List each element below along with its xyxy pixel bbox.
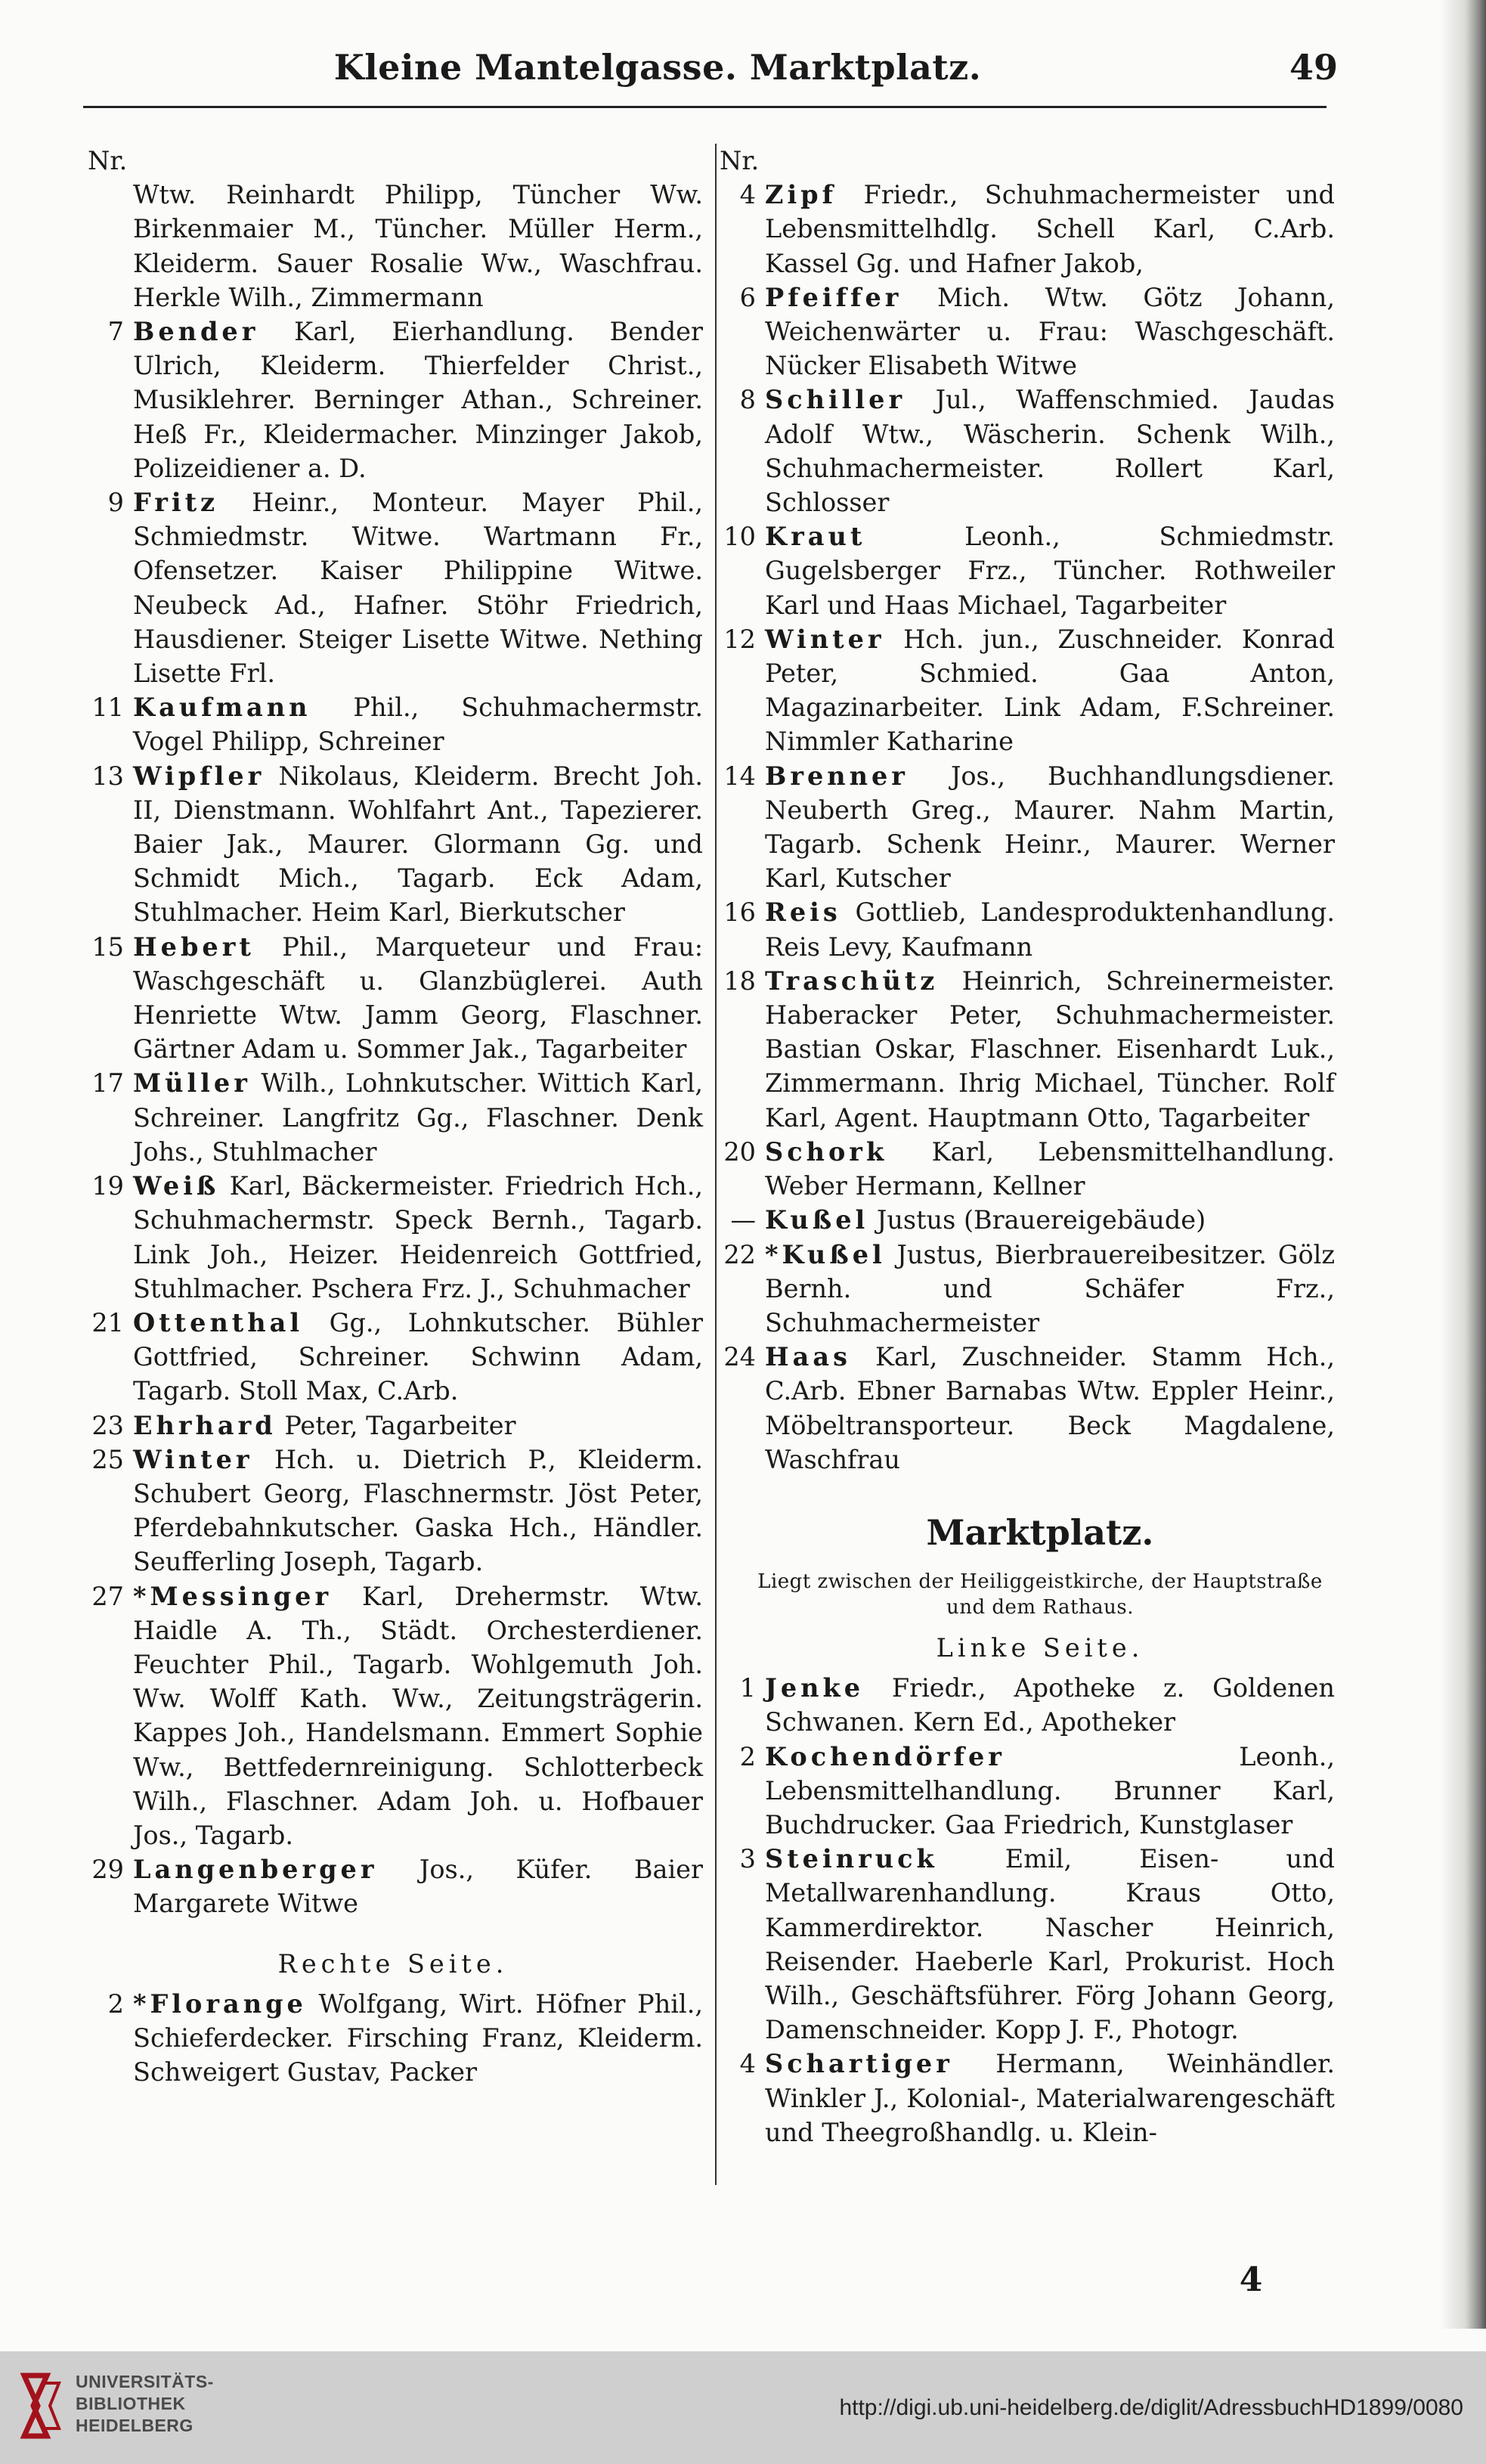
address-entry [715,2047,1335,2149]
house-number: 23 [91,1410,124,1440]
source-url[interactable]: http://digi.ub.uni-heidelberg.de/diglit/AdressbuchHD1899/0080 [839,2395,1463,2420]
address-entry [83,178,703,315]
address-entry [715,1740,1335,1843]
address-entry [83,690,703,758]
house-number: 19 [91,1171,124,1201]
address-entry [715,759,1335,896]
owner-name: Jenke [765,1673,865,1703]
house-number: 14 [723,761,756,791]
resident-list: Leonh., Lebensmittelhandlung. Brunner Karl, Buchdrucker. Gaa Friedrich, Kunstglaser [765,1741,1335,1839]
house-number: 17 [91,1068,124,1099]
ub-heidelberg-logo-icon [17,2368,65,2444]
resident-list: Phil., Schuhmachermstr. Vogel Philipp, Schreiner [133,693,703,757]
address-entry [83,1306,703,1409]
resident-list: Karl, Bäckermeister. Friedrich Hch., Schuhmachermstr. Speck Bernh., Tagarb. Link Joh., Heizer. Heidenreich Gottfried, Stuhlmacher. Pschera Frz. J., Schuhmacher [133,1171,703,1303]
house-number: 6 [739,282,756,312]
owner-name: Kochendörfer [765,1741,1005,1771]
address-entry [715,622,1335,759]
owner-name: Müller [133,1068,251,1099]
house-number: 11 [91,693,124,723]
owner-name: Brenner [765,761,909,791]
resident-list: Gg., Lohnkutscher. Bühler Gottfried, Schreiner. Schwinn Adam, Tagarb. Stoll Max, C.Arb. [133,1307,703,1406]
house-number: 13 [91,761,124,791]
right-column [715,144,1335,2149]
house-number: 12 [723,624,756,654]
owner-name: Kußel [765,1205,869,1235]
owner-name: Schork [765,1136,888,1167]
nr-label: Nr. [88,146,128,175]
resident-list: Hch. u. Dietrich P., Kleiderm. Schubert Georg, Flaschnermstr. Jöst Peter, Pferdebahnkutscher. Gaska Hch., Händler. Seufferling Joseph, Tagarb. [133,1444,703,1577]
resident-list: Leonh., Schmiedmstr. Gugelsberger Frz., Tüncher. Rothweiler Karl und Haas Michael, Tagarbeiter [765,522,1335,620]
resident-list: Phil., Marqueteur und Frau: Waschgeschäft u. Glanzbüglerei. Auth Henriette Wtw. Jamm Georg, Flaschner. Gärtner Adam u. Sommer Jak., Tagarbeiter [133,931,703,1065]
right-entries [715,178,1335,1477]
house-number: 24 [723,1342,756,1372]
owner-name: Bender [133,317,259,347]
header-rule [83,106,1327,108]
address-entry [83,1852,703,1920]
side-heading-left: Linke Seite. [936,1632,1144,1663]
address-entry [715,1340,1335,1477]
owner-name: Ehrhard [133,1410,277,1440]
house-number: 3 [739,1844,756,1874]
house-number: 10 [723,522,756,552]
running-head: Kleine Mantelgasse. Marktplatz. [333,47,982,88]
resident-list: Heinr., Monteur. Mayer Phil., Schmiedmstr. Witwe. Wartmann Fr., Ofensetzer. Kaiser Philippine Witwe. Neubeck Ad., Hafner. Stöhr Friedrich, Hausdiener. Steiger Lisette Witwe. Nething Lisette Frl. [133,488,703,689]
address-entry [83,1169,703,1306]
address-entry [715,1842,1335,2047]
address-entry [715,519,1335,622]
resident-list: Nikolaus, Kleiderm. Brecht Joh. II, Dienstmann. Wohlfahrt Ant., Tapezierer. Baier Jak., Maurer. Glormann Gg. und Schmidt Mich., Tagarb. Eck Adam, Stuhlmacher. Heim Karl, Bierkutscher [133,761,703,928]
footer-bar [0,2351,1486,2464]
left-entries [83,178,703,1920]
house-number: 16 [723,897,756,928]
owner-name: Zipf [765,180,837,210]
resident-list: Hch. jun., Zuschneider. Konrad Peter, Schmied. Gaa Anton, Magazinarbeiter. Link Adam, F.Schreiner. Nimmler Katharine [765,624,1335,757]
resident-list: Justus, Bierbrauereibesitzer. Gölz Bernh. und Schäfer Frz., Schuhmachermeister [765,1239,1335,1337]
house-number: 8 [739,385,756,415]
library-line-1: UNIVERSITÄTS- [76,2372,214,2391]
address-entry [83,1066,703,1169]
address-entry [715,1671,1335,1739]
address-entry [83,759,703,930]
address-entry [83,315,703,485]
owner-name: Schartiger [765,2049,953,2079]
page-number: 49 [1289,47,1338,88]
house-number: 18 [723,965,756,996]
address-entry [83,1987,703,2090]
owner-name: *Messinger [133,1581,333,1611]
resident-list: Justus (Brauereigebäude) [868,1205,1206,1235]
resident-list: Jos., Buchhandlungsdiener. Neuberth Greg., Maurer. Nahm Martin, Tagarb. Schenk Heinr., Maurer. Werner Karl, Kutscher [765,761,1335,894]
address-entry [83,1443,703,1579]
resident-list: Jul., Waffenschmied. Jaudas Adolf Wtw., Wäscherin. Schenk Wilh., Schuhmachermeister. Rollert Karl, Schlosser [765,385,1335,518]
owner-name: Schiller [765,385,906,415]
side-heading-right: Rechte Seite. [277,1948,509,1979]
house-number: 2 [739,1741,756,1771]
owner-name: Weiß [133,1171,220,1201]
house-number: 1 [739,1673,756,1703]
owner-name: Reis [765,897,841,928]
nr-label: Nr. [720,146,760,175]
resident-list: Emil, Eisen- und Metallwarenhandlung. Kraus Otto, Kammerdirektor. Nascher Heinrich, Reisender. Haeberle Karl, Prokurist. Hoch Wilh., Geschäftsführer. Förg Johann Georg, Damenschneider. Kopp J. F., Photogr. [765,1844,1335,2045]
resident-list: Friedr., Schuhmachermeister und Lebensmittelhdlg. Schell Karl, C.Arb. Kassel Gg. und Hafner Jakob, [765,180,1335,278]
library-line-2: BIBLIOTHEK [76,2394,186,2413]
resident-list: Karl, Zuschneider. Stamm Hch., C.Arb. Ebner Barnabas Wtw. Eppler Heinr., Möbeltransporteur. Beck Magdalene, Waschfrau [765,1342,1335,1474]
owner-name: Traschütz [765,965,939,996]
owner-name: Kaufmann [133,693,311,723]
section-description: Liegt zwischen der Heiliggeistkirche, der Hauptstraße und dem Rathaus. [757,1570,1323,1619]
section-title: Marktplatz. [926,1511,1154,1553]
owner-name: Fritz [133,488,219,518]
resident-list: Peter, Tagarbeiter [276,1410,516,1440]
owner-name: Haas [765,1342,851,1372]
house-number: 15 [91,931,124,962]
resident-list: Karl, Drehermstr. Wtw. Haidle A. Th., Städt. Orchesterdiener. Feuchter Phil., Tagarb. Wohlgemuth Joh. Ww. Wolff Kath. Ww., Zeitungsträgerin. Kappes Joh., Handelsmann. Emmert Sophie Ww., Bettfedernreinigung. Schlotterbeck Wilh., Flaschner. Adam Joh. u. Hofbauer Jos., Tagarb. [133,1581,703,1850]
address-entry [715,895,1335,963]
owner-name: *Kußel [765,1239,886,1269]
left-column [83,144,703,2089]
resident-list: Wilh., Lohnkutscher. Wittich Karl, Schreiner. Langfritz Gg., Flaschner. Denk Johs., Stuhlmacher [133,1068,703,1167]
owner-name: Wipfler [133,761,265,791]
owner-name: Kraut [765,522,866,552]
library-name [76,2371,214,2437]
address-entry [715,178,1335,280]
house-number: 4 [739,180,756,210]
resident-list: Mich. Wtw. Götz Johann, Weichenwärter u. Frau: Waschgeschäft. Nücker Elisabeth Witwe [765,282,1335,381]
resident-list: Friedr., Apotheke z. Goldenen Schwanen. Kern Ed., Apotheker [765,1673,1335,1737]
address-entry [715,280,1335,383]
house-number: 29 [91,1855,124,1885]
resident-list: Karl, Eierhandlung. Bender Ulrich, Kleiderm. Thierfelder Christ., Musiklehrer. Berninger Athan., Schreiner. Heß Fr., Kleidermacher. Minzinger Jakob, Polizeidiener a. D. [133,317,703,483]
address-entry [83,930,703,1067]
owner-name: Winter [133,1444,253,1474]
resident-list: Wolfgang, Wirt. Höfner Phil., Schieferdecker. Firsching Franz, Kleiderm. Schweigert Gustav, Packer [133,1988,703,2087]
resident-list: Karl, Lebensmittelhandlung. Weber Hermann, Kellner [765,1136,1335,1201]
house-number: 9 [107,488,124,518]
address-entry [715,1203,1335,1237]
owner-name: Steinruck [765,1844,938,1874]
resident-list: Jos., Küfer. Baier Margarete Witwe [133,1855,703,1919]
house-number: 20 [723,1136,756,1167]
address-entry [83,1409,703,1443]
resident-list: Heinrich, Schreinermeister. Haberacker Peter, Schuhmachermeister. Bastian Oskar, Flaschner. Eisenhardt Luk., Zimmermann. Ihrig Michael, Tüncher. Rolf Karl, Agent. Hauptmann Otto, Tagarbeiter [765,965,1335,1133]
owner-name: Pfeiffer [765,282,902,312]
right-after-entries [715,1671,1335,2149]
page-edge-shadow [1441,0,1486,2329]
house-number: — [730,1205,756,1235]
address-entry [715,1238,1335,1340]
house-number: 27 [91,1581,124,1611]
address-entry [83,1579,703,1853]
house-number: 25 [91,1444,124,1474]
owner-name: Hebert [133,931,255,962]
house-number: 21 [91,1307,124,1337]
house-number: 4 [739,2049,756,2079]
resident-list: Gottlieb, Landesproduktenhandlung. Reis Levy, Kaufmann [765,897,1335,962]
owner-name: Ottenthal [133,1307,304,1337]
owner-name: Langenberger [133,1855,378,1885]
resident-list: Wtw. Reinhardt Philipp, Tüncher Ww. Birkenmaier M., Tüncher. Müller Herm., Kleiderm. Sauer Rosalie Ww., Waschfrau. Herkle Wilh., Zimmermann [133,180,703,312]
address-entry [715,383,1335,519]
owner-name: Winter [765,624,885,654]
left-after-entries [83,1987,703,2090]
resident-list: Hermann, Weinhändler. Winkler J., Kolonial-, Materialwarengeschäft und Theegroßhandlg. u. Klein- [765,2049,1335,2147]
house-number: 7 [107,317,124,347]
house-number: 22 [723,1239,756,1269]
address-entry [715,964,1335,1135]
address-entry [715,1135,1335,1203]
house-number: 2 [107,1988,124,2019]
library-line-3: HEIDELBERG [76,2416,193,2435]
signature-mark: 4 [1239,2261,1263,2299]
owner-name: *Florange [133,1988,307,2019]
address-entry [83,485,703,690]
